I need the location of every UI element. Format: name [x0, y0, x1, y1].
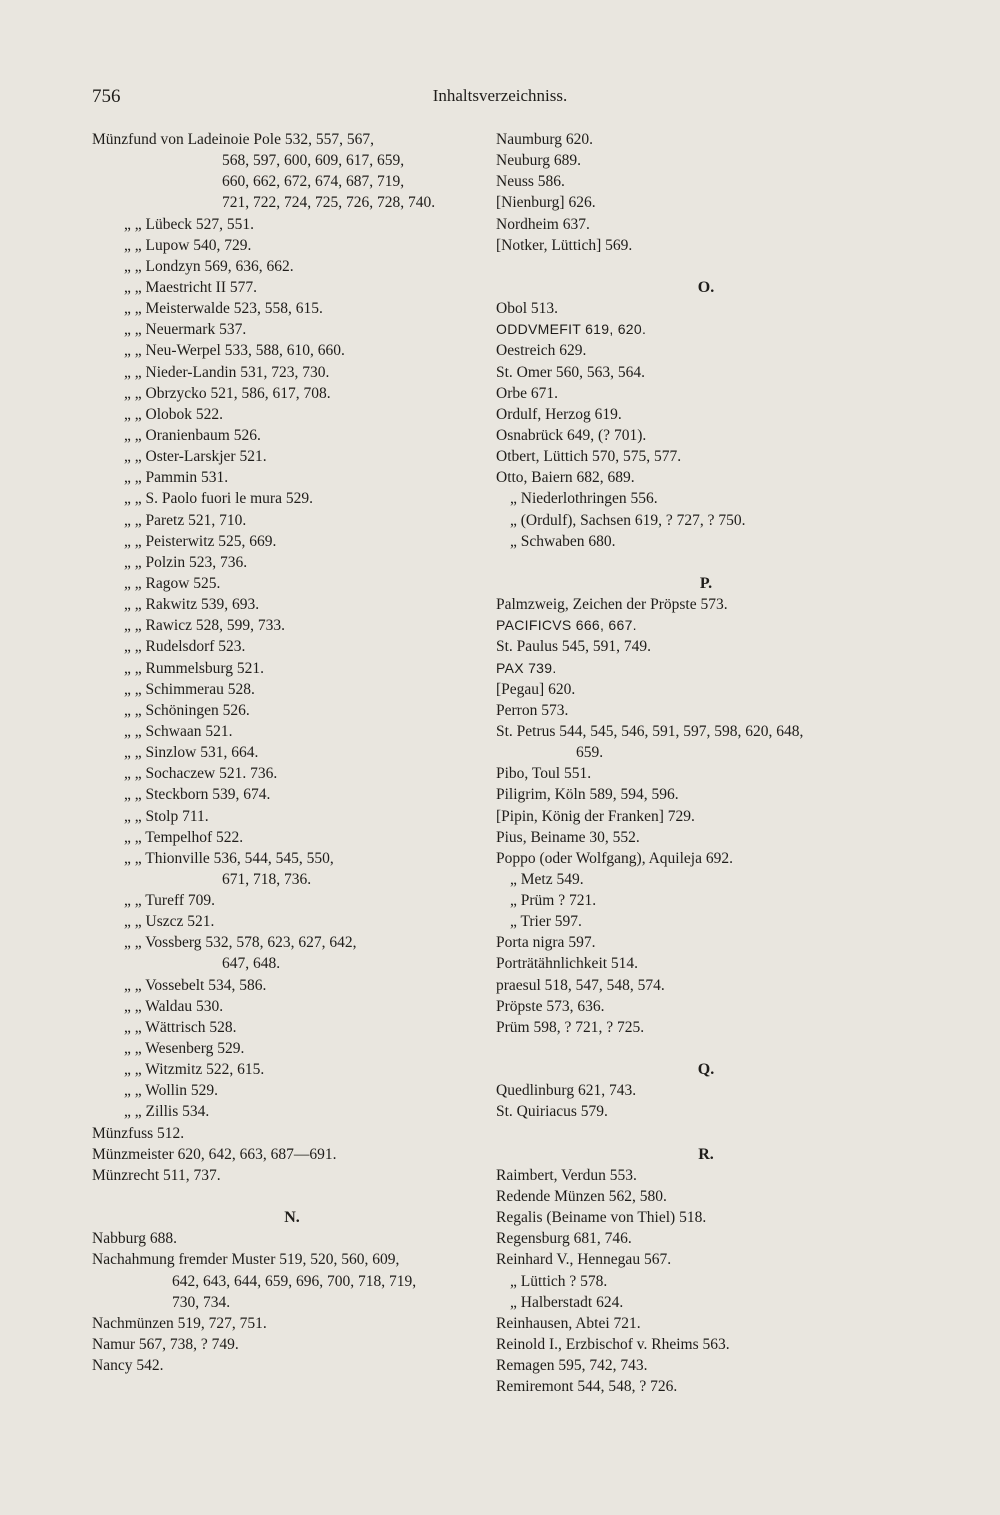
- index-entry: St. Paulus 545, 591, 749.: [496, 638, 652, 656]
- index-entry: Prüm 598, ? 721, ? 725.: [496, 1018, 645, 1036]
- index-entry: Palmzweig, Zeichen der Pröpste 573.: [496, 596, 728, 614]
- index-subentry: „ „ Lupow 540, 729.: [124, 236, 252, 254]
- index-entry: [Notker, Lüttich] 569.: [496, 236, 633, 254]
- index-subentry: „ „ Sinzlow 531, 664.: [124, 744, 259, 762]
- spacer: [496, 256, 916, 277]
- index-subentry: „ „ Wollin 529.: [124, 1082, 219, 1100]
- index-subentry: „ „ Wesenberg 529.: [124, 1040, 245, 1058]
- section-letter-r: R.: [698, 1145, 714, 1163]
- index-entry: Remiremont 544, 548, ? 726.: [496, 1378, 678, 1396]
- index-subentry: „ (Ordulf), Sachsen 619, ? 727, ? 750.: [510, 511, 746, 529]
- index-entry: ODDVMEFIT 619, 620.: [496, 321, 647, 338]
- index-entry: Münzfuss 512.: [92, 1124, 185, 1142]
- index-subentry: „ „ Vossberg 532, 578, 623, 627, 642,: [124, 934, 357, 952]
- index-entry: PAX 739.: [496, 659, 557, 676]
- index-entry-continuation: 730, 734.: [172, 1293, 231, 1311]
- index-subentry: „ „ Schwaan 521.: [124, 722, 233, 740]
- index-entry: Reinhausen, Abtei 721.: [496, 1314, 641, 1332]
- index-subentry: „ „ Obrzycko 521, 586, 617, 708.: [124, 384, 331, 402]
- index-entry: St. Quiriacus 579.: [496, 1103, 608, 1121]
- index-subentry: „ Lüttich ? 578.: [510, 1272, 608, 1290]
- index-entry: Porträtähnlichkeit 514.: [496, 955, 639, 973]
- right-column: [496, 129, 916, 1397]
- index-subentry: „ „ Londzyn 569, 636, 662.: [124, 257, 294, 275]
- index-entry: Otbert, Lüttich 570, 575, 577.: [496, 448, 682, 466]
- index-entry: Oestreich 629.: [496, 342, 587, 360]
- index-entry: Nachmünzen 519, 727, 751.: [92, 1314, 267, 1332]
- index-entry: Poppo (oder Wolfgang), Aquileja 692.: [496, 849, 733, 867]
- index-subentry: „ „ Rummelsburg 521.: [124, 659, 265, 677]
- index-entry: Remagen 595, 742, 743.: [496, 1357, 648, 1375]
- index-subentry: „ „ Maestricht II 577.: [124, 278, 257, 296]
- index-entry: Pius, Beiname 30, 552.: [496, 828, 640, 846]
- index-subentry: „ „ Nieder-Landin 531, 723, 730.: [124, 363, 330, 381]
- index-entry: Nabburg 688.: [92, 1230, 177, 1248]
- index-subentry: „ „ Oranienbaum 526.: [124, 426, 261, 444]
- index-subentry: „ „ Tureff 709.: [124, 892, 215, 910]
- spacer: [496, 1038, 916, 1059]
- index-entry: Osnabrück 649, (? 701).: [496, 426, 647, 444]
- index-entry-continuation: 647, 648.: [222, 955, 281, 973]
- index-subentry: „ „ Sochaczew 521. 736.: [124, 765, 278, 783]
- index-subentry: „ „ Neu-Werpel 533, 588, 610, 660.: [124, 342, 345, 360]
- index-subentry: „ „ Wättrisch 528.: [124, 1018, 237, 1036]
- page-header: [0, 86, 1000, 110]
- index-subentry: „ „ Rudelsdorf 523.: [124, 638, 246, 656]
- index-entry-continuation: 659.: [576, 744, 604, 762]
- index-entry-continuation: 660, 662, 672, 674, 687, 719,: [222, 173, 405, 191]
- index-entry: Regensburg 681, 746.: [496, 1230, 632, 1248]
- index-entry: praesul 518, 547, 548, 574.: [496, 976, 665, 994]
- index-subentry: „ „ Schöningen 526.: [124, 701, 250, 719]
- left-column: [92, 129, 492, 1376]
- index-entry: Porta nigra 597.: [496, 934, 596, 952]
- index-entry-continuation: 671, 718, 736.: [222, 870, 312, 888]
- section-letter-n: N.: [284, 1209, 300, 1227]
- index-entry: Reinold I., Erzbischof v. Rheims 563.: [496, 1336, 730, 1354]
- index-subentry: „ „ Uszcz 521.: [124, 913, 215, 931]
- spacer: [496, 1123, 916, 1144]
- index-subentry: „ Schwaben 680.: [510, 532, 616, 550]
- index-subentry: „ „ Peisterwitz 525, 669.: [124, 532, 277, 550]
- index-entry: Neuss 586.: [496, 173, 565, 191]
- index-subentry: „ Halberstadt 624.: [510, 1293, 624, 1311]
- index-subentry: „ „ Pammin 531.: [124, 469, 229, 487]
- index-entry: Redende Münzen 562, 580.: [496, 1188, 667, 1206]
- index-subentry: „ „ Paretz 521, 710.: [124, 511, 247, 529]
- index-entry: Reinhard V., Hennegau 567.: [496, 1251, 672, 1269]
- index-subentry: „ „ Oster-Larskjer 521.: [124, 448, 267, 466]
- running-title: Inhaltsverzeichniss.: [432, 86, 568, 105]
- index-entry: Piligrim, Köln 589, 594, 596.: [496, 786, 679, 804]
- index-entry: PACIFICVS 666, 667.: [496, 617, 637, 634]
- index-entry: Pröpste 573, 636.: [496, 997, 605, 1015]
- index-entry: Münzrecht 511, 737.: [92, 1166, 221, 1184]
- index-entry: Orbe 671.: [496, 384, 558, 402]
- index-entry: [Pegau] 620.: [496, 680, 576, 698]
- spacer: [92, 1186, 492, 1207]
- index-entry: Regalis (Beiname von Thiel) 518.: [496, 1209, 707, 1227]
- index-entry: Obol 513.: [496, 300, 558, 318]
- index-entry: Ordulf, Herzog 619.: [496, 405, 622, 423]
- index-subentry: „ „ Polzin 523, 736.: [124, 553, 248, 571]
- section-letter-q: Q.: [697, 1061, 715, 1079]
- index-subentry: „ „ Waldau 530.: [124, 997, 224, 1015]
- index-subentry: „ „ Ragow 525.: [124, 574, 221, 592]
- index-entry: Perron 573.: [496, 701, 569, 719]
- index-entry: Nachahmung fremder Muster 519, 520, 560, 609,: [92, 1251, 400, 1269]
- index-entry: Neuburg 689.: [496, 152, 581, 170]
- index-subentry: „ „ S. Paolo fuori le mura 529.: [124, 490, 313, 508]
- index-entry: Quedlinburg 621, 743.: [496, 1082, 637, 1100]
- index-subentry: „ „ Rakwitz 539, 693.: [124, 596, 260, 614]
- index-subentry: „ „ Witzmitz 522, 615.: [124, 1061, 265, 1079]
- index-entry: [Nienburg] 626.: [496, 194, 596, 212]
- spacer: [496, 552, 916, 573]
- index-subentry: „ „ Stolp 711.: [124, 807, 209, 825]
- index-entry-continuation: 568, 597, 600, 609, 617, 659,: [222, 152, 405, 170]
- index-subentry: „ „ Schimmerau 528.: [124, 680, 255, 698]
- index-subentry: „ „ Olobok 522.: [124, 405, 224, 423]
- index-entry: [Pipin, König der Franken] 729.: [496, 807, 695, 825]
- section-letter-o: O.: [697, 278, 715, 296]
- index-subentry: „ „ Vossebelt 534, 586.: [124, 976, 267, 994]
- index-entry: Münzfund von Ladeinoie Pole 532, 557, 567,: [92, 131, 374, 148]
- index-subentry: „ Prüm ? 721.: [510, 892, 597, 910]
- index-entry: St. Omer 560, 563, 564.: [496, 363, 645, 381]
- index-entry: Otto, Baiern 682, 689.: [496, 469, 635, 487]
- index-subentry: „ „ Rawicz 528, 599, 733.: [124, 617, 285, 635]
- index-subentry: „ „ Steckborn 539, 674.: [124, 786, 271, 804]
- index-subentry: „ Metz 549.: [510, 870, 584, 888]
- index-entry-continuation: 642, 643, 644, 659, 696, 700, 718, 719,: [172, 1272, 417, 1290]
- index-subentry: „ Trier 597.: [510, 913, 582, 931]
- index-subentry: „ Niederlothringen 556.: [510, 490, 658, 508]
- index-subentry: „ „ Thionville 536, 544, 545, 550,: [124, 849, 334, 867]
- index-entry: Münzmeister 620, 642, 663, 687—691.: [92, 1145, 337, 1163]
- index-subentry: „ „ Neuermark 537.: [124, 321, 247, 339]
- index-subentry: „ „ Lübeck 527, 551.: [124, 215, 254, 233]
- index-entry: Pibo, Toul 551.: [496, 765, 592, 783]
- index-subentry: „ „ Meisterwalde 523, 558, 615.: [124, 300, 323, 318]
- index-entry: Naumburg 620.: [496, 131, 594, 148]
- page-number: 756: [92, 86, 121, 107]
- index-entry: Nancy 542.: [92, 1357, 164, 1375]
- index-subentry: „ „ Tempelhof 522.: [124, 828, 244, 846]
- index-entry: Raimbert, Verdun 553.: [496, 1166, 637, 1184]
- index-entry: St. Petrus 544, 545, 546, 591, 597, 598, 620, 648,: [496, 722, 804, 740]
- index-entry: Namur 567, 738, ? 749.: [92, 1336, 239, 1354]
- index-subentry: „ „ Zillis 534.: [124, 1103, 210, 1121]
- index-entry: Nordheim 637.: [496, 215, 590, 233]
- index-entry-continuation: 721, 722, 724, 725, 726, 728, 740.: [222, 194, 436, 212]
- section-letter-p: P.: [699, 574, 713, 592]
